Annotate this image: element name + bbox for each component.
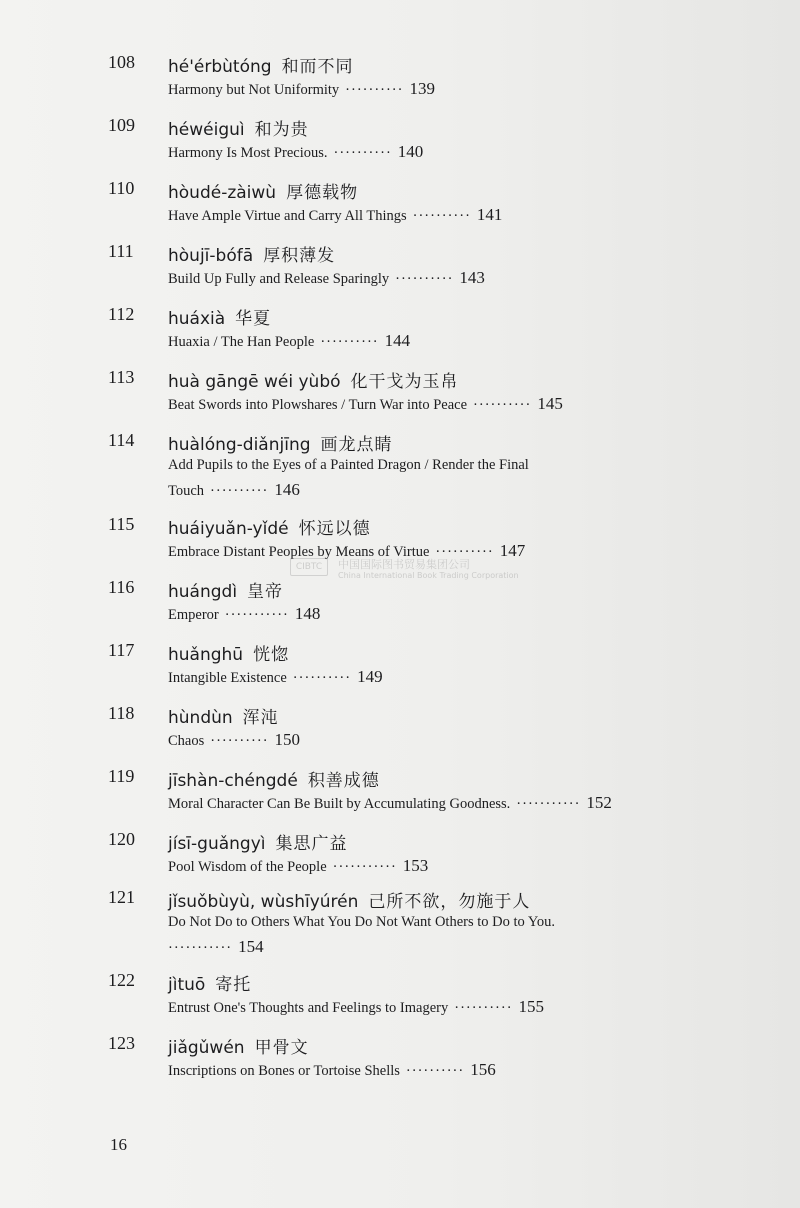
entry-heading [168,430,393,455]
entry-translation [168,914,555,931]
entry-pinyin: jìtuō [168,975,206,995]
entry-page: 143 [459,268,485,287]
leader-dots: ·········· [210,733,269,749]
entry-number: 112 [108,304,135,324]
entry-english: Moral Character Can Be Built by Accumulating Goodness. [168,796,511,812]
entry-pinyin: héwéiguì [168,120,245,140]
entry-heading [168,1033,309,1058]
entry-heading [168,887,530,912]
entry-translation [168,79,435,99]
entry-heading [168,304,271,329]
entry-heading [168,766,380,791]
entry-page: 145 [537,394,563,413]
leader-dots: ·········· [454,1000,513,1016]
watermark-logo: CIBTC [290,558,328,576]
entry-number: 115 [108,514,135,534]
entry-english-continued: Touch [168,483,205,499]
entry-number: 110 [108,178,135,198]
entry-translation [168,457,529,474]
entry-number: 119 [108,766,135,786]
entry-heading [168,52,354,77]
entry-page: 141 [476,205,503,224]
entry-english: Inscriptions on Bones or Tortoise Shells [168,1063,400,1079]
leader-dots: ·········· [333,145,392,161]
entry-translation [168,1060,496,1080]
leader-dots: ·········· [435,544,494,560]
entry-heading [168,970,251,995]
entry-english: Harmony Is Most Precious. [168,145,328,161]
entry-page: 154 [238,937,264,956]
entry-page: 150 [274,730,301,749]
entry-page: 149 [357,667,383,686]
entry-pinyin: jīshàn-chéngdé [168,771,298,791]
entry-english: Entrust One's Thoughts and Feelings to Imagery [168,1000,449,1016]
entry-pinyin: hòudé-zàiwù [168,183,277,203]
leader-dots: ··········· [516,796,581,812]
entry-page: 152 [586,793,612,812]
leader-dots: ·········· [473,397,532,413]
entry-page: 144 [384,331,411,350]
entry-translation [168,604,320,624]
leader-dots: ·········· [405,1063,465,1079]
entry-translation [168,205,502,225]
entry-hanzi: 厚德载物 [286,183,359,203]
entry-english: Embrace Distant Peoples by Means of Virtue [168,544,430,560]
entry-number: 108 [108,52,135,72]
leader-dots: ··········· [168,940,233,956]
entry-english: Huaxia / The Han People [168,334,315,350]
entry-heading [168,514,371,539]
entry-page: 148 [294,604,321,623]
entry-page: 146 [274,480,300,499]
entry-pinyin: jǐsuǒbùyù, wùshīyúrén [168,892,359,912]
entry-number: 109 [108,115,135,135]
entry-hanzi: 怀远以德 [298,519,371,539]
entry-translation [168,997,544,1017]
entry-page: 139 [409,79,435,98]
entry-hanzi: 积善成德 [307,771,380,791]
entry-english: Have Ample Virtue and Carry All Things [168,208,407,224]
entry-translation [168,394,563,414]
entry-page: 155 [518,997,545,1016]
entry-hanzi: 皇帝 [247,582,284,602]
entry-hanzi: 和而不同 [281,57,354,77]
leader-dots: ··········· [224,607,289,623]
entry-number: 111 [108,241,134,261]
entry-pinyin: hùndùn [168,708,233,728]
entry-pinyin: huáiyuǎn-yǐdé [168,519,289,539]
leader-dots: ·········· [210,483,269,499]
entry-hanzi: 寄托 [215,975,252,995]
entry-pinyin: huàlóng-diǎnjīng [168,435,311,455]
entry-english: Beat Swords into Plowshares / Turn War into Peace [168,397,468,413]
watermark-english: China International Book Trading Corporation [338,571,519,580]
entry-number: 118 [108,703,135,723]
entry-number: 121 [108,887,135,907]
entry-number: 123 [108,1033,135,1053]
entry-hanzi: 华夏 [235,309,272,329]
entry-pinyin: huà gāngē wéi yùbó [168,372,341,392]
entry-hanzi: 化干戈为玉帛 [350,372,459,392]
entry-number: 117 [108,640,135,660]
entry-pinyin: huáxià [168,309,226,329]
entry-heading [168,367,459,392]
entry-number: 116 [108,577,135,597]
entry-heading [168,115,309,140]
leader-dots: ·········· [292,670,352,686]
entry-pinyin: huǎnghū [168,645,244,665]
entry-english: Pool Wisdom of the People [168,859,327,875]
entry-translation-continued [168,937,264,957]
entry-translation [168,730,300,750]
entry-pinyin: hòujī-bófā [168,246,254,266]
leader-dots: ·········· [345,82,404,98]
entry-translation [168,793,612,813]
entry-english: Harmony but Not Uniformity [168,82,340,98]
entry-number: 114 [108,430,135,450]
entry-page: 140 [397,142,424,161]
entry-hanzi: 恍惚 [253,645,290,665]
entry-page: 156 [470,1060,496,1079]
entry-pinyin: hé'érbùtóng [168,57,272,77]
entry-english: Emperor [168,607,219,623]
entry-number: 113 [108,367,135,387]
entry-hanzi: 集思广益 [275,834,348,854]
leader-dots: ·········· [395,271,454,287]
entry-english: Chaos [168,733,205,749]
entry-english: Do Not Do to Others What You Do Not Want Others to Do to You. [168,914,555,930]
entry-translation [168,541,525,561]
entry-number: 120 [108,829,135,849]
entry-hanzi: 和为贵 [254,120,309,140]
bleed-through-text [680,40,800,1100]
entry-translation [168,268,485,288]
entry-english: Build Up Fully and Release Sparingly [168,271,390,287]
entry-translation [168,856,428,876]
leader-dots: ··········· [332,859,397,875]
entry-heading [168,241,335,266]
entry-hanzi: 浑沌 [242,708,279,728]
watermark-chinese: 中国国际图书贸易集团公司 [338,558,470,571]
entry-heading [168,640,289,665]
entry-pinyin: jísī-guǎngyì [168,834,266,854]
entry-heading [168,829,348,854]
entry-english: Add Pupils to the Eyes of a Painted Dragon / Render the Final [168,457,529,473]
entry-english: Intangible Existence [168,670,287,686]
leader-dots: ·········· [412,208,471,224]
entry-translation [168,331,410,351]
entry-heading [168,703,279,728]
entry-heading [168,178,358,203]
entry-hanzi: 甲骨文 [254,1038,309,1058]
entry-pinyin: jiǎgǔwén [168,1038,245,1058]
entry-number: 122 [108,970,135,990]
entry-hanzi: 画龙点睛 [320,435,393,455]
entry-pinyin: huángdì [168,582,238,602]
entry-hanzi: 厚积薄发 [263,246,336,266]
entry-page: 153 [402,856,429,875]
leader-dots: ·········· [320,334,379,350]
page-number: 16 [110,1135,127,1154]
entry-translation [168,667,383,687]
entry-heading [168,577,283,602]
entry-page: 147 [499,541,526,560]
entry-hanzi: 己所不欲，勿施于人 [368,892,531,912]
entry-translation [168,142,423,162]
entry-translation-continued [168,480,300,500]
